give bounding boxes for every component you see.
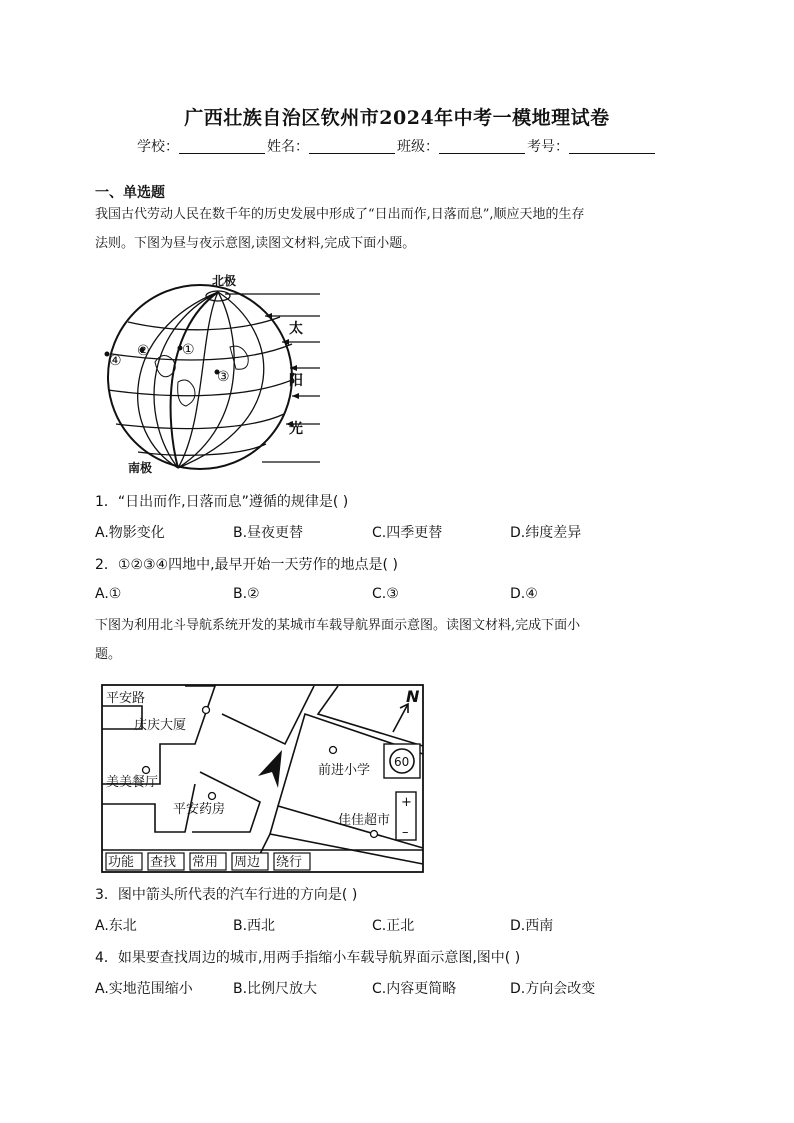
button-changyong[interactable]: 常用 <box>192 855 219 870</box>
question-3-options <box>95 915 705 935</box>
marker-qingqing-building <box>203 707 210 714</box>
q3-option-c[interactable]: C.正北 <box>372 918 415 934</box>
class-label: 班级： <box>397 139 439 155</box>
north-label: N <box>406 687 420 706</box>
q3-option-a[interactable]: A.东北 <box>95 918 137 934</box>
point-label-1: ① <box>182 342 195 358</box>
sun-char-1: 太 <box>289 321 303 337</box>
land-shape-2 <box>178 380 195 406</box>
meridian-1 <box>138 292 218 468</box>
intro-paragraph-1 <box>95 200 705 258</box>
question-4-options <box>95 978 705 998</box>
parallel-1 <box>128 317 280 330</box>
marker-qianjin-school <box>330 747 337 754</box>
label-pingan-pharmacy: 平安药房 <box>173 802 226 817</box>
school-blank <box>179 139 265 154</box>
button-chazhao[interactable]: 查找 <box>150 855 177 870</box>
question-1-stem: 1．“日出而作,日落而息”遵循的规律是( ) <box>95 494 349 510</box>
q2-option-c[interactable]: C.③ <box>372 586 399 602</box>
label-qianjin-school: 前进小学 <box>318 763 371 778</box>
sun-char-3: 光 <box>289 421 303 437</box>
q3-option-d[interactable]: D.西南 <box>510 918 554 934</box>
button-zhoubian[interactable]: 周边 <box>234 855 261 870</box>
intro1-line1: 我国古代劳动人民在数千年的历史发展中形成了“日出而作,日落而息”,顺应天地的生存 <box>95 207 585 222</box>
name-blank <box>309 139 395 154</box>
q1-option-b[interactable]: B.昼夜更替 <box>233 525 304 541</box>
q1-option-a[interactable]: A.物影变化 <box>95 525 165 541</box>
car-navigation-map-figure <box>100 684 425 874</box>
class-blank <box>439 139 525 154</box>
marker-pingan-pharmacy <box>209 793 216 800</box>
speed-limit-value: 60 <box>394 755 410 769</box>
label-qingqing-building: 庆庆大厦 <box>134 718 187 733</box>
question-1-options <box>95 522 705 542</box>
question-2-options <box>95 586 705 606</box>
south-pole-label: 南极 <box>128 461 153 475</box>
q1-option-d[interactable]: D.纬度差异 <box>510 525 582 541</box>
button-gongneng[interactable]: 功能 <box>108 855 135 870</box>
button-raoxing[interactable]: 绕行 <box>276 855 303 870</box>
car-direction-arrow-icon <box>258 750 282 788</box>
q2-option-d[interactable]: D.④ <box>510 586 538 602</box>
zoom-in-label: + <box>401 795 412 810</box>
marker-meimei-restaurant <box>143 767 150 774</box>
zoom-out-label: – <box>402 825 409 840</box>
q4-option-c[interactable]: C.内容更简略 <box>372 981 457 997</box>
point-label-3: ③ <box>217 369 230 385</box>
exam-title: 广西壮族自治区钦州市2024年中考一模地理试卷 <box>184 107 610 129</box>
marker-jiajia-supermarket <box>371 831 378 838</box>
north-pole-label: 北极 <box>212 274 237 288</box>
q2-option-b[interactable]: B.② <box>233 586 260 602</box>
point-label-2: ② <box>137 343 150 359</box>
school-label: 学校： <box>137 139 179 155</box>
question-2-stem: 2．①②③④四地中,最早开始一天劳作的地点是( ) <box>95 557 398 573</box>
student-info-line <box>0 136 794 156</box>
globe-outline <box>108 285 292 469</box>
ray-arrow-4 <box>292 393 299 399</box>
intro2-line1: 下图为利用北斗导航系统开发的某城市车载导航界面示意图。读图文材料,完成下面小 <box>95 618 581 633</box>
terminator-line <box>171 292 218 468</box>
exam-no-blank <box>569 139 655 154</box>
day-night-globe-figure <box>100 272 325 477</box>
intro1-line2: 法则。下图为昼与夜示意图,读图文材料,完成下面小题。 <box>95 236 416 251</box>
section-heading: 一、单选题 <box>95 185 165 201</box>
name-label: 姓名： <box>267 139 309 155</box>
exam-no-label: 考号： <box>527 139 569 155</box>
label-meimei-restaurant: 美美餐厅 <box>106 775 159 790</box>
q3-option-b[interactable]: B.西北 <box>233 918 276 934</box>
q2-option-a[interactable]: A.① <box>95 586 122 602</box>
label-pinganlu: 平安路 <box>106 691 146 706</box>
label-jiajia-supermarket: 佳佳超市 <box>338 813 391 828</box>
north-arrow-icon <box>393 704 408 732</box>
q4-option-a[interactable]: A.实地范围缩小 <box>95 981 193 997</box>
intro2-line2: 题。 <box>95 647 122 662</box>
point-label-4: ④ <box>109 353 122 369</box>
q1-option-c[interactable]: C.四季更替 <box>372 525 443 541</box>
question-4-stem: 4．如果要查找周边的城市,用两手指缩小车载导航界面示意图,图中( ) <box>95 950 521 966</box>
question-3-stem: 3．图中箭头所代表的汽车行进的方向是( ) <box>95 887 358 903</box>
q4-option-b[interactable]: B.比例尺放大 <box>233 981 318 997</box>
road-edge-3 <box>222 686 314 744</box>
q4-option-d[interactable]: D.方向会改变 <box>510 981 596 997</box>
intro-paragraph-2 <box>95 611 705 669</box>
sun-char-2: 阳 <box>289 373 303 389</box>
